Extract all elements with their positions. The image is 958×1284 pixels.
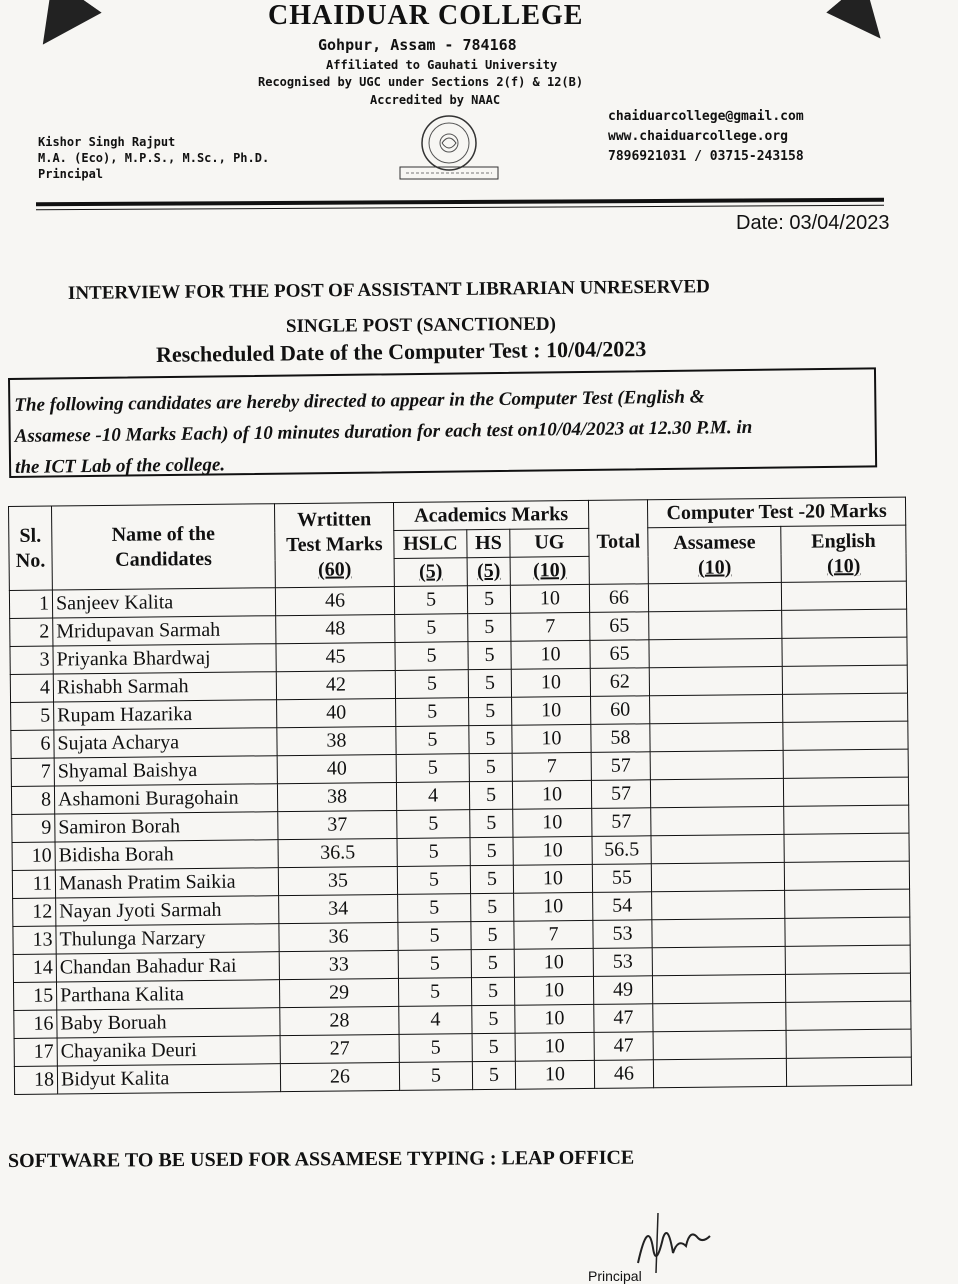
row-hslc: 4 bbox=[399, 1006, 472, 1035]
row-name: Shyamal Baishya bbox=[54, 756, 277, 786]
row-ug: 10 bbox=[510, 584, 589, 613]
row-total: 53 bbox=[593, 948, 652, 977]
row-total: 54 bbox=[593, 892, 652, 921]
row-ug: 10 bbox=[511, 640, 590, 669]
website-link[interactable]: www.chaiduarcollege.org bbox=[608, 129, 789, 144]
row-ug: 10 bbox=[513, 808, 592, 837]
row-english bbox=[782, 665, 907, 694]
row-written: 42 bbox=[276, 670, 395, 699]
row-ug: 10 bbox=[514, 976, 593, 1005]
phone-numbers: 7896921031 / 03715-243158 bbox=[608, 149, 804, 164]
candidates-table-body bbox=[9, 581, 911, 1094]
row-assamese bbox=[652, 918, 785, 947]
row-hslc: 5 bbox=[395, 670, 468, 699]
row-hs: 5 bbox=[468, 613, 511, 641]
ugc-recognition: Recognised by UGC under Sections 2(f) & 12(B) bbox=[258, 75, 584, 89]
row-hslc: 5 bbox=[399, 1034, 472, 1063]
row-written: 36 bbox=[279, 922, 398, 951]
row-english bbox=[785, 889, 910, 918]
row-name: Chandan Bahadur Rai bbox=[56, 952, 279, 982]
row-assamese bbox=[649, 638, 782, 667]
row-hs: 5 bbox=[471, 977, 514, 1005]
principal-name: Kishor Singh Rajput bbox=[38, 135, 176, 149]
row-sl: 10 bbox=[12, 842, 55, 870]
row-total: 47 bbox=[594, 1032, 653, 1061]
row-ug: 7 bbox=[514, 920, 593, 949]
row-written: 40 bbox=[277, 754, 396, 783]
heading-line-1: INTERVIEW FOR THE POST OF ASSISTANT LIBRARIAN UNRESERVED bbox=[67, 276, 710, 304]
row-total: 65 bbox=[590, 640, 649, 669]
row-assamese bbox=[650, 750, 783, 779]
row-hslc: 4 bbox=[396, 782, 469, 811]
row-english bbox=[784, 833, 909, 862]
row-english bbox=[782, 637, 907, 666]
row-total: 55 bbox=[592, 864, 651, 893]
row-hslc: 5 bbox=[396, 726, 469, 755]
heading-line-2: SINGLE POST (SANCTIONED) bbox=[285, 313, 557, 337]
row-sl: 11 bbox=[12, 870, 55, 898]
row-sl: 7 bbox=[11, 758, 54, 786]
row-assamese bbox=[650, 778, 783, 807]
row-hs: 5 bbox=[470, 837, 513, 865]
row-hslc: 5 bbox=[397, 810, 470, 839]
affiliation: Affiliated to Gauhati University bbox=[326, 58, 558, 72]
row-assamese bbox=[652, 946, 785, 975]
row-sl: 14 bbox=[13, 954, 56, 982]
row-ug: 10 bbox=[514, 948, 593, 977]
row-english bbox=[782, 609, 907, 638]
row-written: 33 bbox=[279, 950, 398, 979]
college-address: Gohpur, Assam - 784168 bbox=[318, 36, 517, 54]
row-hs: 5 bbox=[469, 697, 512, 725]
row-name: Samiron Borah bbox=[55, 812, 278, 842]
principal-title: Principal bbox=[38, 167, 104, 181]
corner-decoration-left bbox=[18, 0, 102, 62]
row-written: 27 bbox=[280, 1034, 399, 1063]
row-sl: 4 bbox=[10, 674, 53, 702]
row-written: 37 bbox=[278, 810, 397, 839]
candidates-table-wrapper bbox=[8, 497, 912, 1095]
row-written: 26 bbox=[280, 1062, 399, 1091]
row-hslc: 5 bbox=[399, 1062, 472, 1091]
row-assamese bbox=[650, 694, 783, 723]
software-note: SOFTWARE TO BE USED FOR ASSAMESE TYPING : LEAP OFFICE bbox=[7, 1146, 635, 1172]
col-hs: HS bbox=[467, 529, 510, 557]
college-name: CHAIDUAR COLLEGE bbox=[268, 0, 584, 31]
row-ug: 7 bbox=[511, 612, 590, 641]
row-sl: 6 bbox=[11, 730, 54, 758]
col-computer-test: Computer Test -20 Marks bbox=[647, 497, 905, 528]
col-sl: Sl. No. bbox=[9, 506, 53, 590]
row-hs: 5 bbox=[472, 1033, 515, 1061]
row-english bbox=[783, 721, 908, 750]
row-sl: 17 bbox=[14, 1038, 57, 1066]
corner-decoration-right bbox=[826, 0, 900, 55]
row-name: Manash Pratim Saikia bbox=[55, 868, 278, 898]
row-written: 28 bbox=[280, 1006, 399, 1035]
row-sl: 2 bbox=[10, 618, 53, 646]
row-assamese bbox=[649, 610, 782, 639]
document-date: Date: 03/04/2023 bbox=[736, 212, 890, 234]
row-name: Baby Boruah bbox=[57, 1008, 280, 1038]
col-total: Total bbox=[588, 500, 648, 585]
principal-degrees: M.A. (Eco), M.P.S., M.Sc., Ph.D. bbox=[38, 151, 270, 165]
row-hslc: 5 bbox=[397, 866, 470, 895]
row-total: 53 bbox=[593, 920, 652, 949]
row-written: 29 bbox=[279, 978, 398, 1007]
row-hslc: 5 bbox=[394, 586, 467, 615]
rescheduled-date-heading: Rescheduled Date of the Computer Test : 10/04/2023 bbox=[155, 336, 647, 367]
row-ug: 10 bbox=[512, 696, 591, 725]
row-total: 49 bbox=[593, 976, 652, 1005]
signatory-title: Principal bbox=[588, 1268, 642, 1284]
row-assamese bbox=[652, 890, 785, 919]
row-assamese bbox=[648, 582, 781, 611]
college-seal-logo bbox=[396, 113, 502, 183]
row-total: 56.5 bbox=[592, 836, 651, 865]
row-assamese bbox=[651, 806, 784, 835]
row-assamese bbox=[653, 1002, 786, 1031]
row-english bbox=[786, 1029, 911, 1058]
row-assamese bbox=[651, 862, 784, 891]
row-written: 40 bbox=[277, 698, 396, 727]
row-name: Parthana Kalita bbox=[56, 980, 279, 1010]
row-name: Mridupavan Sarmah bbox=[53, 616, 276, 646]
row-ug: 10 bbox=[513, 864, 592, 893]
row-name: Rupam Hazarika bbox=[54, 700, 277, 730]
row-written: 38 bbox=[277, 782, 396, 811]
notice-box bbox=[8, 367, 877, 478]
row-sl: 9 bbox=[12, 814, 55, 842]
row-ug: 10 bbox=[515, 1004, 594, 1033]
principal-block bbox=[38, 134, 269, 182]
row-total: 66 bbox=[589, 584, 648, 613]
row-total: 60 bbox=[591, 696, 650, 725]
row-ug: 10 bbox=[513, 836, 592, 865]
row-name: Priyanka Bhardwaj bbox=[53, 644, 276, 674]
row-name: Bidyut Kalita bbox=[57, 1064, 280, 1094]
row-hslc: 5 bbox=[396, 698, 469, 727]
row-english bbox=[785, 917, 910, 946]
row-hs: 5 bbox=[467, 585, 510, 613]
row-hslc: 5 bbox=[398, 978, 471, 1007]
row-hslc: 5 bbox=[398, 922, 471, 951]
row-english bbox=[784, 861, 909, 890]
row-hslc: 5 bbox=[398, 950, 471, 979]
row-written: 34 bbox=[279, 894, 398, 923]
row-hs: 5 bbox=[471, 949, 514, 977]
row-name: Rishabh Sarmah bbox=[53, 672, 276, 702]
row-english bbox=[783, 693, 908, 722]
row-total: 58 bbox=[591, 724, 650, 753]
contact-block bbox=[608, 107, 804, 167]
row-assamese bbox=[651, 834, 784, 863]
row-sl: 18 bbox=[14, 1066, 57, 1094]
row-hslc: 5 bbox=[395, 614, 468, 643]
row-hs: 5 bbox=[472, 1005, 515, 1033]
row-assamese bbox=[650, 722, 783, 751]
row-english bbox=[785, 973, 910, 1002]
row-sl: 13 bbox=[13, 926, 56, 954]
row-name: Chayanika Deuri bbox=[57, 1036, 280, 1066]
notice-line-1: The following candidates are hereby directed to appear in the Computer Test (English & bbox=[14, 386, 705, 416]
row-hslc: 5 bbox=[397, 838, 470, 867]
row-sl: 8 bbox=[11, 786, 54, 814]
row-sl: 16 bbox=[14, 1010, 57, 1038]
row-hs: 5 bbox=[469, 725, 512, 753]
col-ug: UG bbox=[510, 528, 589, 557]
row-english bbox=[783, 777, 908, 806]
row-sl: 12 bbox=[13, 898, 56, 926]
row-name: Ashamoni Buragohain bbox=[54, 784, 277, 814]
row-hs: 5 bbox=[469, 753, 512, 781]
row-written: 48 bbox=[276, 614, 395, 643]
row-hs: 5 bbox=[471, 893, 514, 921]
row-name: Nayan Jyoti Sarmah bbox=[56, 896, 279, 926]
col-academics: Academics Marks bbox=[393, 500, 588, 530]
row-total: 47 bbox=[594, 1004, 653, 1033]
row-assamese bbox=[649, 666, 782, 695]
row-total: 62 bbox=[590, 668, 649, 697]
row-total: 57 bbox=[591, 752, 650, 781]
row-hs: 5 bbox=[469, 781, 512, 809]
col-name: Name of the Candidates bbox=[52, 504, 276, 590]
row-name: Thulunga Narzary bbox=[56, 924, 279, 954]
col-english: English (10) bbox=[781, 525, 907, 582]
col-assamese: Assamese (10) bbox=[648, 526, 782, 583]
row-hs: 5 bbox=[472, 1061, 515, 1089]
row-hslc: 5 bbox=[398, 894, 471, 923]
row-assamese bbox=[652, 974, 785, 1003]
col-hslc-max: (5) bbox=[394, 558, 467, 587]
row-english bbox=[786, 1057, 911, 1086]
row-sl: 15 bbox=[13, 982, 56, 1010]
row-hs: 5 bbox=[468, 669, 511, 697]
row-name: Sujata Acharya bbox=[54, 728, 277, 758]
row-written: 36.5 bbox=[278, 838, 397, 867]
col-ug-max: (10) bbox=[510, 556, 589, 585]
row-total: 57 bbox=[591, 780, 650, 809]
accreditation: Accredited by NAAC bbox=[370, 93, 501, 107]
row-ug: 10 bbox=[514, 892, 593, 921]
row-english bbox=[781, 581, 906, 610]
row-hs: 5 bbox=[470, 809, 513, 837]
row-total: 46 bbox=[594, 1060, 653, 1089]
row-ug: 10 bbox=[512, 724, 591, 753]
row-sl: 3 bbox=[10, 646, 53, 674]
row-hs: 5 bbox=[470, 865, 513, 893]
row-name: Sanjeev Kalita bbox=[52, 588, 275, 618]
col-hslc: HSLC bbox=[394, 530, 467, 559]
row-ug: 10 bbox=[515, 1032, 594, 1061]
row-hslc: 5 bbox=[395, 642, 468, 671]
email-link[interactable]: chaiduarcollege@gmail.com bbox=[608, 109, 804, 124]
row-total: 57 bbox=[592, 808, 651, 837]
row-name: Bidisha Borah bbox=[55, 840, 278, 870]
row-total: 65 bbox=[590, 612, 649, 641]
row-hslc: 5 bbox=[396, 754, 469, 783]
row-hs: 5 bbox=[471, 921, 514, 949]
row-written: 46 bbox=[275, 586, 394, 615]
row-ug: 10 bbox=[515, 1060, 594, 1089]
row-ug: 7 bbox=[512, 752, 591, 781]
notice-line-2: Assamese -10 Marks Each) of 10 minutes duration for each test on10/04/2023 at 12.30 P.M. in bbox=[14, 416, 753, 447]
row-assamese bbox=[653, 1058, 786, 1087]
row-ug: 10 bbox=[511, 668, 590, 697]
col-written: Wrtitten Test Marks (60) bbox=[274, 502, 394, 587]
row-written: 35 bbox=[278, 866, 397, 895]
letterhead-rule-thin bbox=[36, 205, 884, 210]
row-sl: 5 bbox=[11, 702, 54, 730]
row-assamese bbox=[653, 1030, 786, 1059]
row-written: 38 bbox=[277, 726, 396, 755]
row-ug: 10 bbox=[512, 780, 591, 809]
notice-line-3: the ICT Lab of the college. bbox=[14, 454, 226, 478]
row-english bbox=[785, 945, 910, 974]
row-english bbox=[783, 749, 908, 778]
row-sl: 1 bbox=[9, 590, 52, 618]
row-english bbox=[784, 805, 909, 834]
row-hs: 5 bbox=[468, 641, 511, 669]
candidates-table bbox=[8, 497, 912, 1095]
row-written: 45 bbox=[276, 642, 395, 671]
row-english bbox=[786, 1001, 911, 1030]
col-hs-max: (5) bbox=[467, 557, 510, 585]
